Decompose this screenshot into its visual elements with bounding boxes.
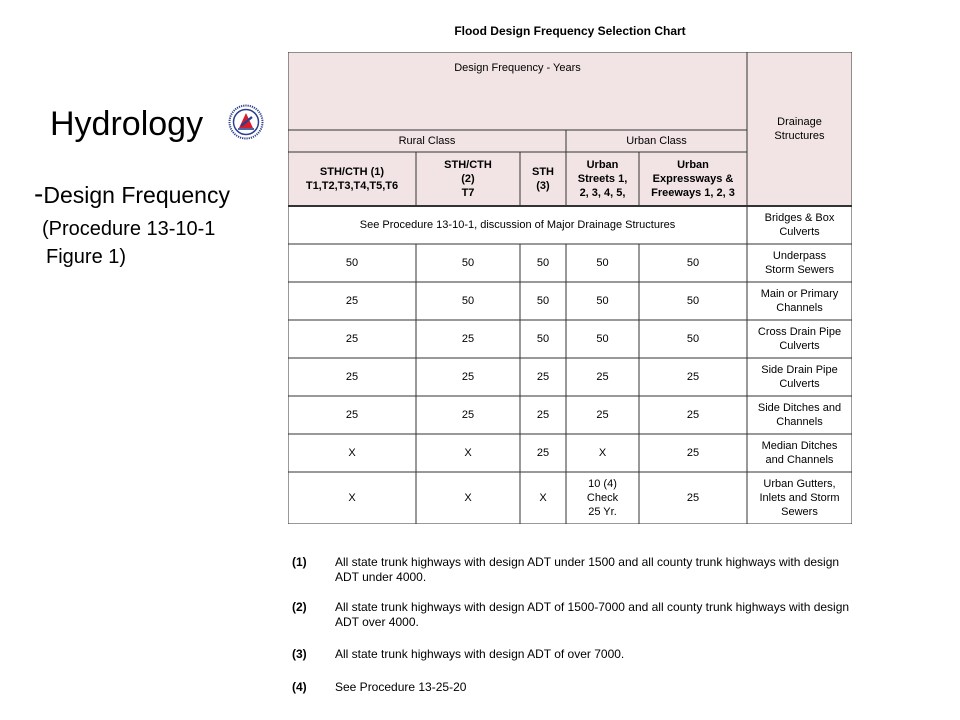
column-header: STH/CTH (1) T1,T2,T3,T4,T5,T6 [305, 166, 399, 192]
footnote-text: All state trunk highways with design ADT of 1500-7000 and all county trunk highways with design ADT over 4000. [335, 600, 850, 629]
structure-label: Urban Gutters, Inlets and Storm Sewers [759, 478, 840, 518]
frequency-value: 50 [536, 333, 550, 345]
frequency-value: 25 [596, 409, 609, 421]
frequency-value: 25 [686, 409, 700, 421]
frequency-value: X [598, 447, 607, 459]
frequency-value: 25 [686, 371, 700, 383]
column-header: STH (3) [532, 166, 554, 192]
frequency-value: 25 [345, 371, 359, 383]
design-frequency-header: Design Frequency - Years [454, 62, 581, 74]
frequency-value: X [464, 492, 472, 504]
frequency-value: X [348, 447, 356, 459]
frequency-value: 50 [686, 257, 700, 269]
major-structures-note: See Procedure 13-10-1, discussion of Major Drainage Structures [359, 219, 676, 231]
footnote-number: (2) [292, 600, 307, 614]
frequency-value: 50 [686, 333, 700, 345]
frequency-value: 10 (4) Check 25 Yr. [586, 478, 619, 518]
frequency-value: X [539, 492, 547, 504]
frequency-value: X [348, 492, 356, 504]
frequency-value: 50 [686, 295, 700, 307]
footnote-text: All state trunk highways with design ADT under 1500 and all county trunk highways with design ADT under 4000. [335, 555, 840, 584]
drainage-structures-header: Drainage Structures [774, 116, 825, 142]
frequency-value: 25 [461, 371, 475, 383]
subtitle-text: Design Frequency [43, 182, 230, 208]
footnote-number: (1) [292, 555, 307, 569]
subtitle-dash: - [34, 178, 44, 209]
column-header: Urban Streets 1, 2, 3, 4, 5, [577, 159, 628, 199]
footnote-number: (3) [292, 647, 307, 661]
footnote-text: See Procedure 13-25-20 [335, 680, 467, 694]
footnote-text: All state trunk highways with design ADT of over 7000. [335, 647, 625, 661]
frequency-value: 50 [596, 333, 609, 345]
procedure-figure: Figure 1) [46, 246, 127, 268]
frequency-value: 25 [536, 409, 550, 421]
frequency-value: 25 [536, 447, 550, 459]
column-header: Urban Expressways & Freeways 1, 2, 3 [651, 159, 735, 199]
frequency-value: 50 [536, 257, 550, 269]
frequency-value: 50 [461, 295, 475, 307]
frequency-value: 25 [686, 447, 700, 459]
frequency-value: 25 [461, 333, 475, 345]
structure-label: Median Ditches and Channels [761, 440, 838, 466]
frequency-value: 50 [596, 257, 609, 269]
column-header: STH/CTH (2) T7 [444, 159, 492, 199]
frequency-table [288, 52, 852, 524]
frequency-value: 50 [461, 257, 475, 269]
frequency-value: 25 [596, 371, 609, 383]
slide-title: Hydrology [50, 105, 204, 143]
slide-subtitle [34, 178, 230, 210]
urban-class-header: Urban Class [626, 135, 687, 147]
structure-label: Side Drain Pipe Culverts [761, 364, 838, 390]
frequency-value: 25 [345, 409, 359, 421]
frequency-value: 25 [686, 492, 700, 504]
frequency-value: 50 [345, 257, 359, 269]
frequency-value: 50 [596, 295, 609, 307]
structure-label: Main or Primary Channels [760, 288, 839, 314]
state-dot-logo-icon [228, 104, 264, 140]
frequency-value: 25 [461, 409, 475, 421]
frequency-value: 25 [345, 333, 359, 345]
structure-label: Underpass Storm Sewers [764, 250, 835, 276]
rural-class-header: Rural Class [398, 135, 456, 147]
structure-label: Side Ditches and Channels [757, 402, 842, 428]
frequency-value: X [464, 447, 472, 459]
procedure-reference: (Procedure 13-10-1 [42, 218, 216, 240]
frequency-value: 25 [345, 295, 359, 307]
frequency-value: 25 [536, 371, 550, 383]
frequency-value: 50 [536, 295, 550, 307]
chart-title: Flood Design Frequency Selection Chart [454, 24, 686, 38]
structure-label: Bridges & Box Culverts [764, 212, 835, 238]
footnote-number: (4) [292, 680, 307, 694]
structure-label: Cross Drain Pipe Culverts [757, 326, 842, 352]
